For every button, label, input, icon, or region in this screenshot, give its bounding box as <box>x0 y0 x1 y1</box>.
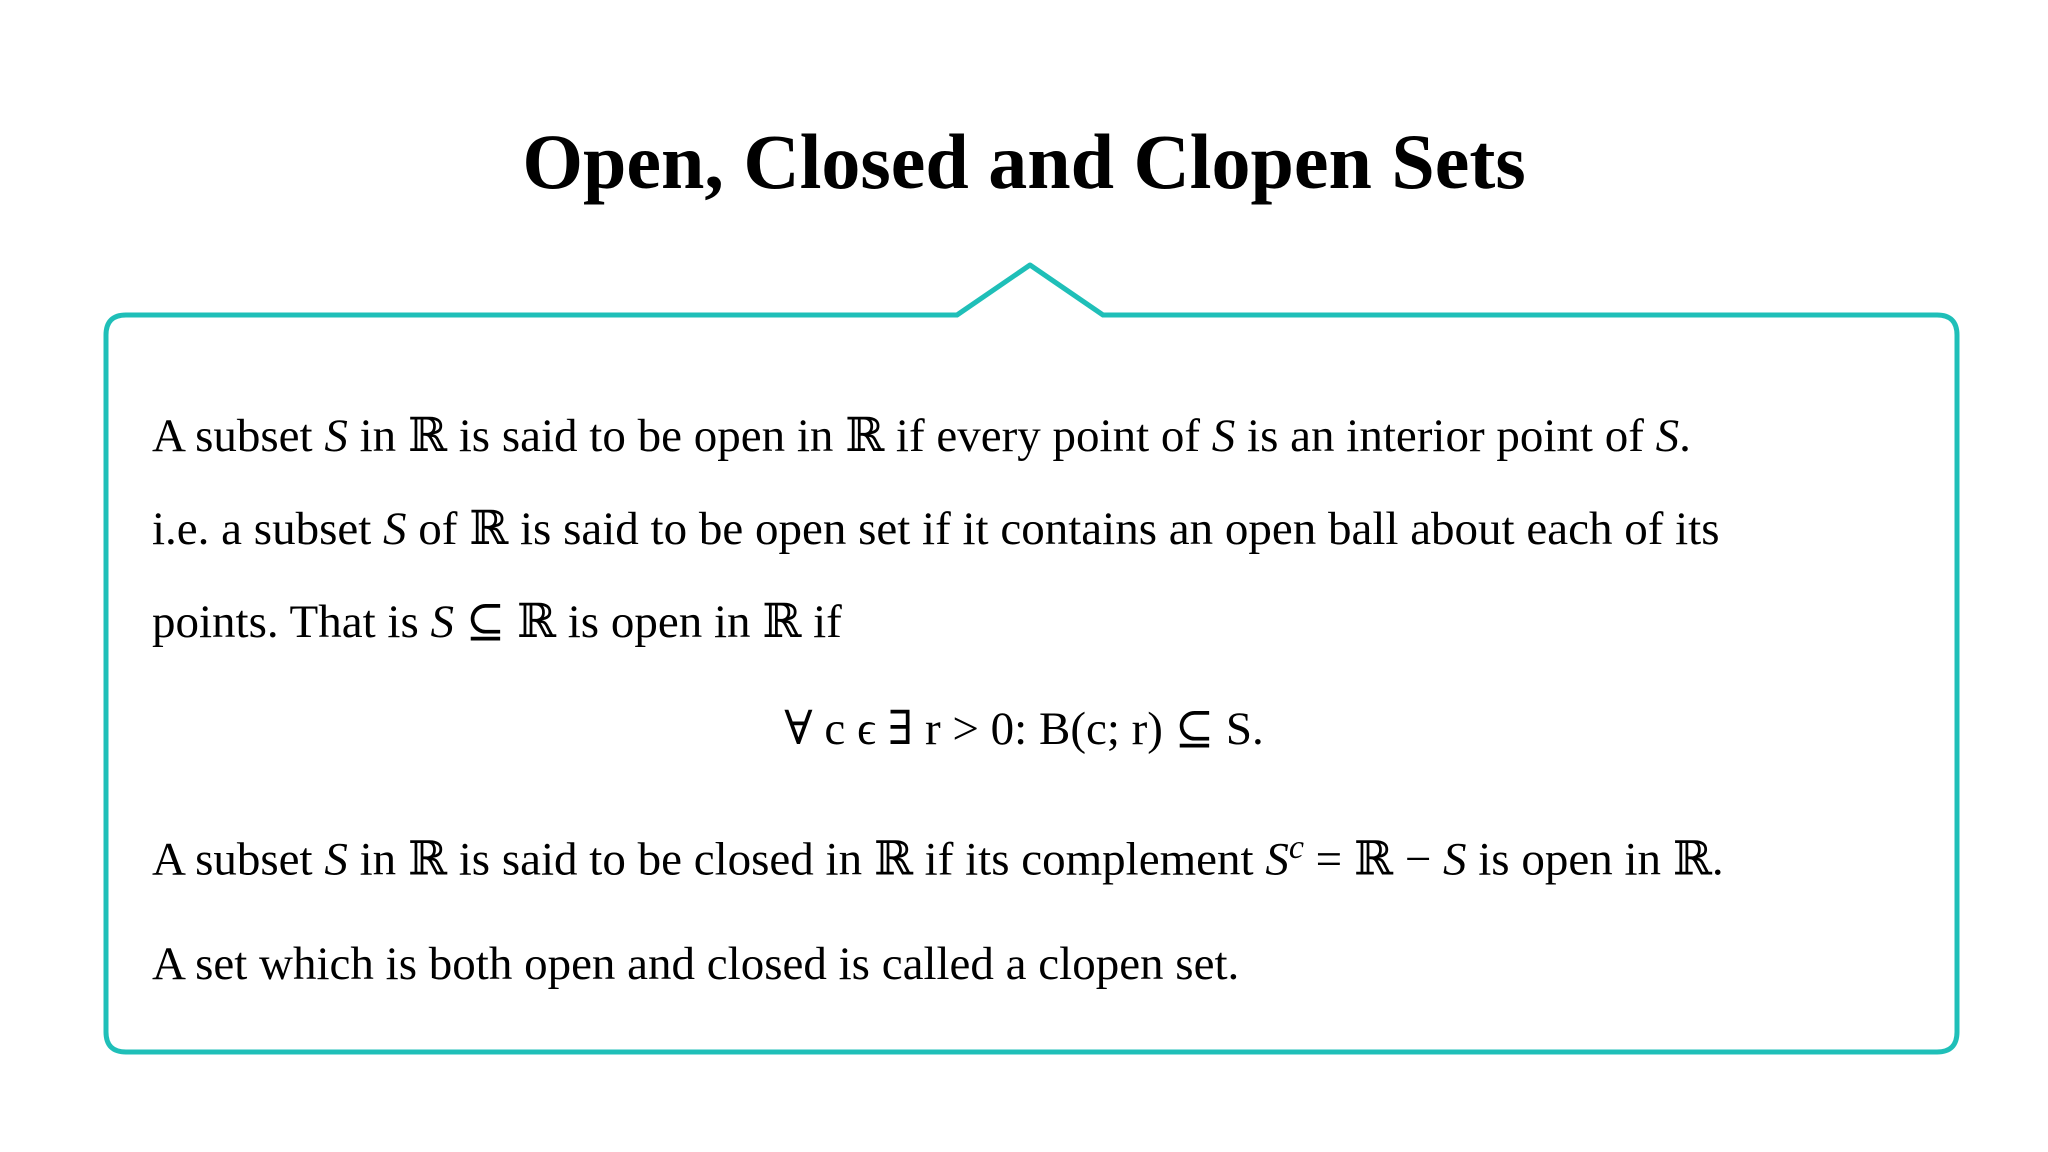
clopen-set-definition-line: A set which is both open and closed is called a clopen set. <box>152 938 1240 990</box>
open-ball-explanation-line: i.e. a subset S of ℝ is said to be open set if it contains an open ball about each of its <box>152 503 1720 555</box>
slide-title: Open, Closed and Clopen Sets <box>522 118 1526 205</box>
open-set-formula: ∀ c ϵ ∃ r > 0: B(c; r) ⊆ S. <box>784 703 1264 755</box>
open-set-definition-line: A subset S in ℝ is said to be open in ℝ if every point of S is an interior point of S. <box>152 410 1691 462</box>
open-condition-intro-line: points. That is S ⊆ ℝ is open in ℝ if <box>152 596 842 648</box>
closed-set-definition-line: A subset S in ℝ is said to be closed in ℝ if its complement $S^c$ = ℝ − S is open in ℝ. <box>152 829 1724 886</box>
